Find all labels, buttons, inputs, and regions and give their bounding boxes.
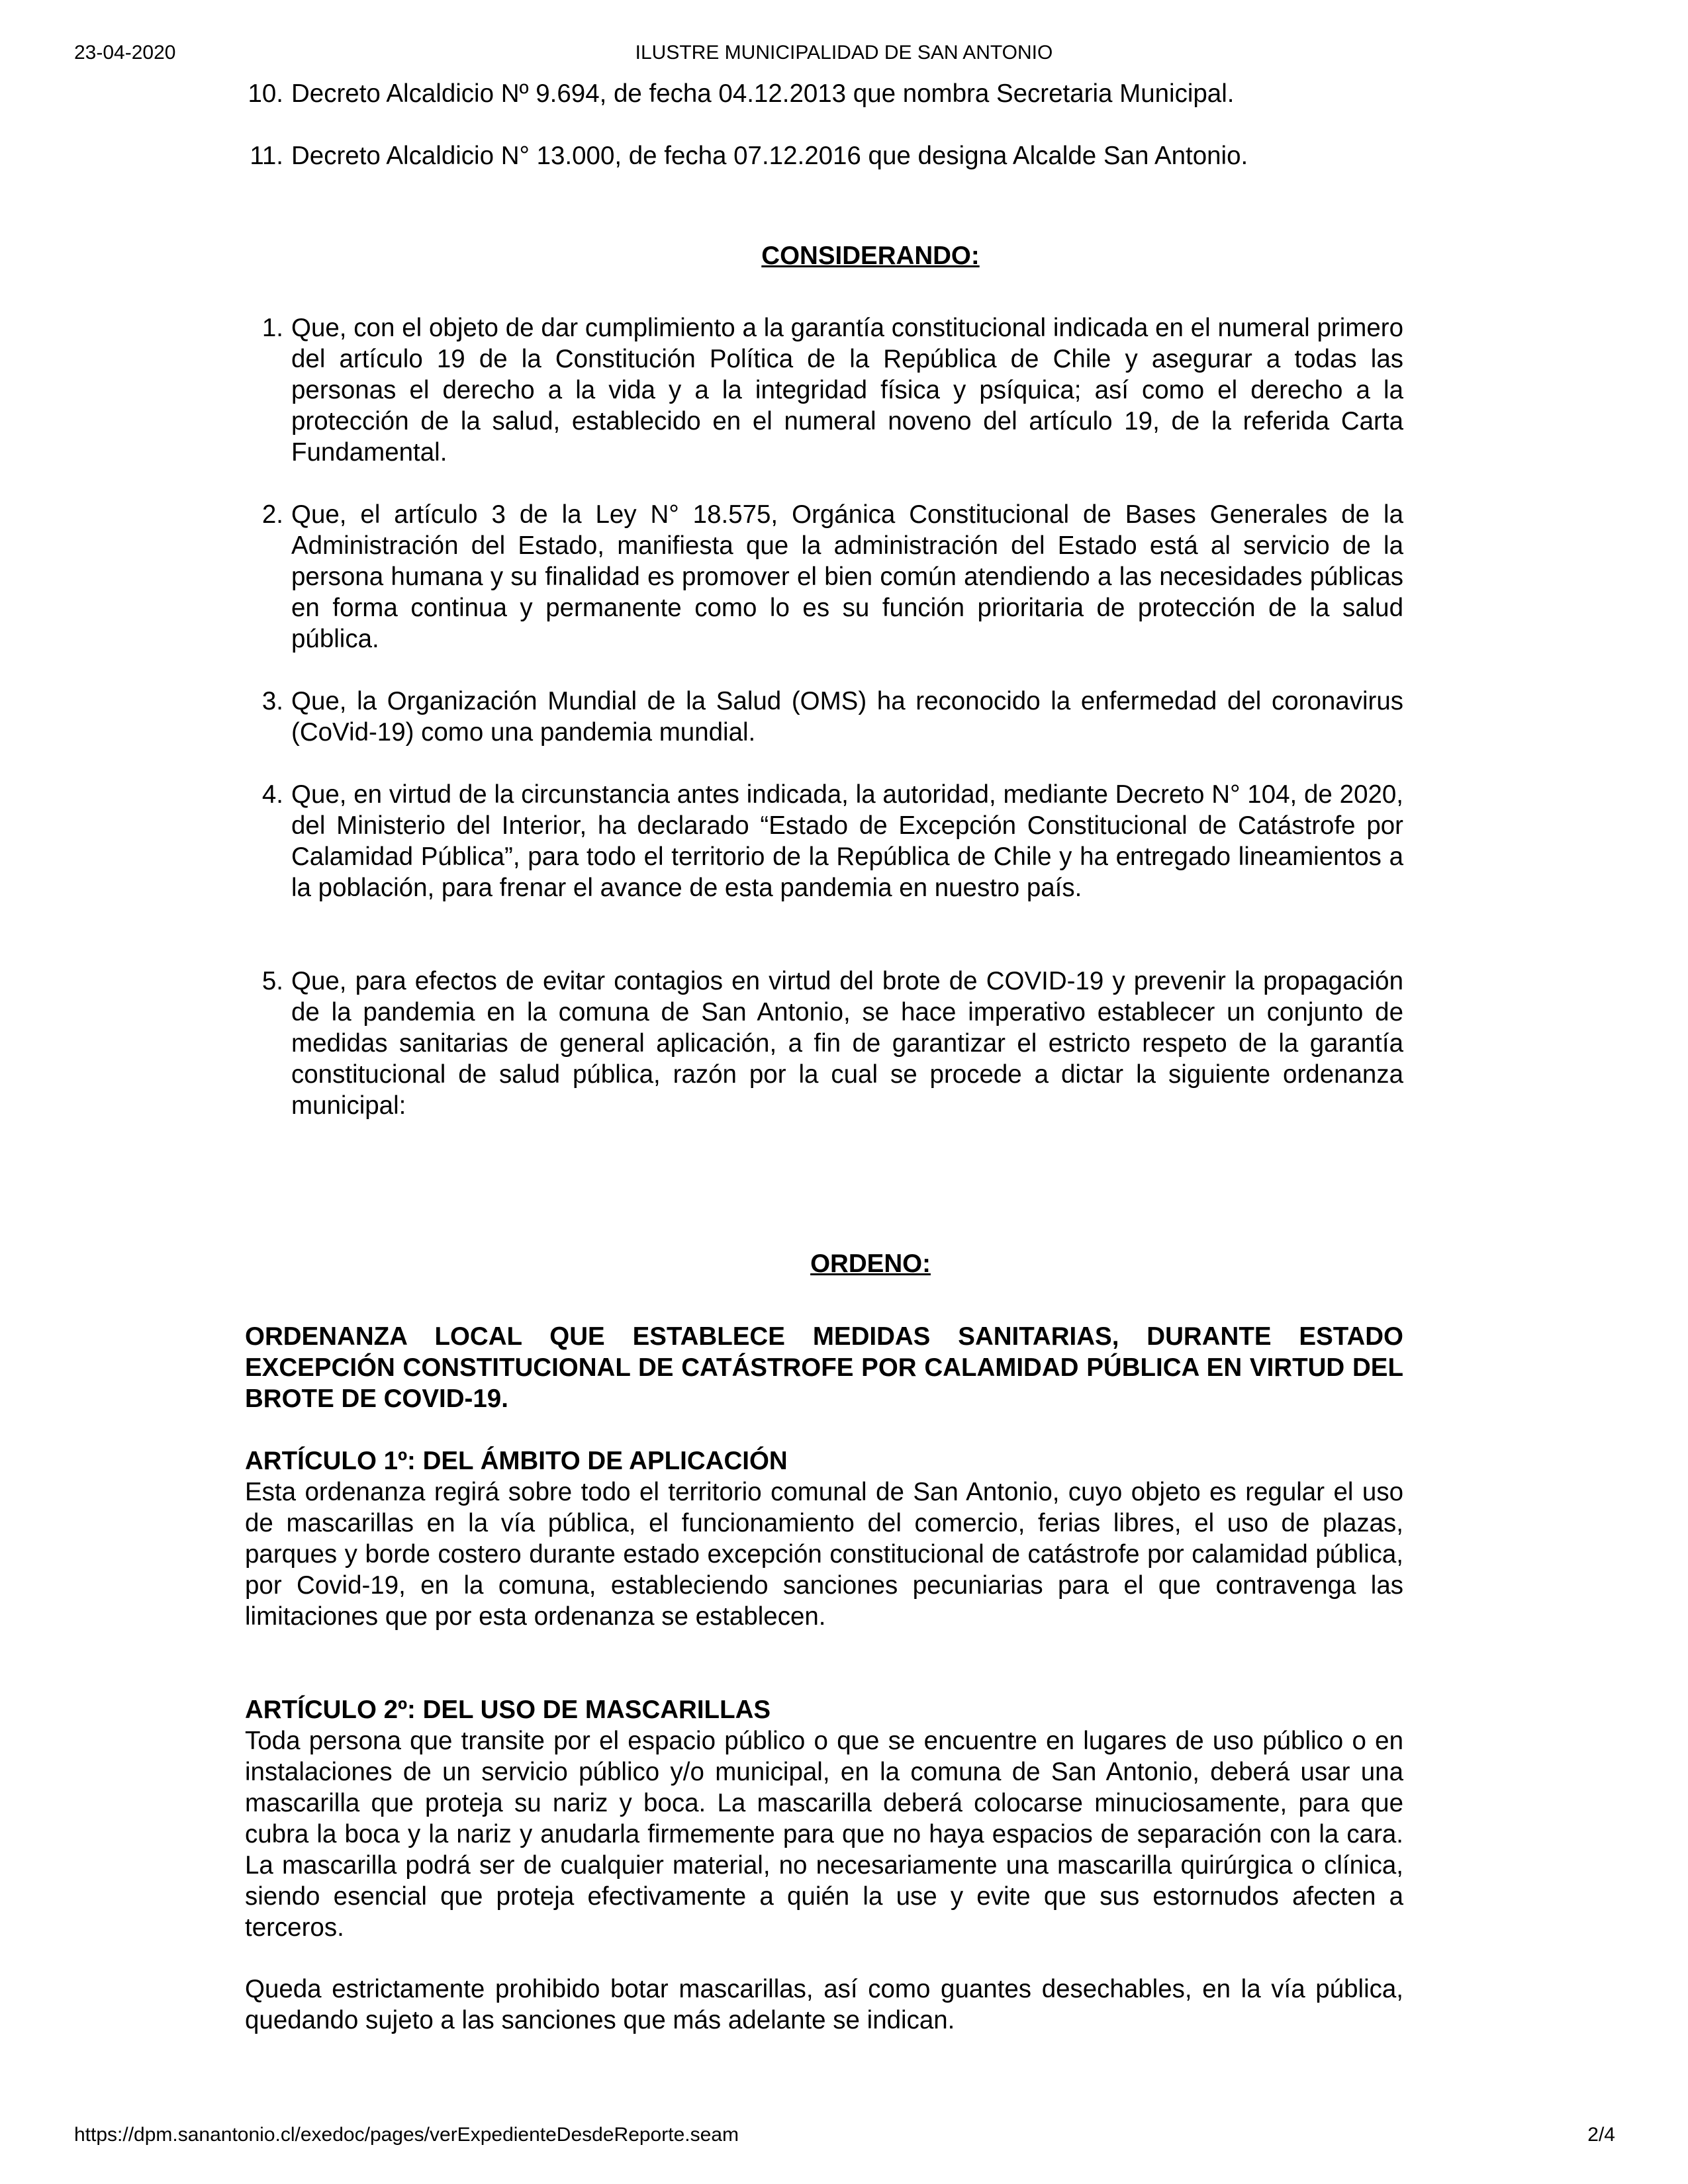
list-text: Que, la Organización Mundial de la Salud (OMS) ha reconocido la enfermedad del coronavirus (CoVid-19) como una pandemia mundial. bbox=[291, 687, 1403, 747]
vistos-item bbox=[248, 78, 1403, 109]
considerando-item bbox=[261, 779, 1403, 903]
list-number: 4. bbox=[261, 780, 283, 809]
list-number: 3. bbox=[261, 687, 283, 715]
list-number: 2. bbox=[261, 500, 283, 529]
footer-url: https://dpm.sanantonio.cl/exedoc/pages/verExpedienteDesdeReporte.seam bbox=[74, 2124, 739, 2146]
list-text: Que, en virtud de la circunstancia antes indicada, la autoridad, mediante Decreto N° 104, de 2020, del Ministerio del Interior, ha declarado “Estado de Excepción Constitucional de Catástrofe por Calamidad Pública”, para todo el territorio de la República de Chile y ha entregado lineamientos a la población, para frenar el avance de esta pandemia en nuestro país. bbox=[291, 780, 1403, 902]
ordeno-heading: ORDENO: bbox=[810, 1250, 931, 1278]
page-header-title: ILUSTRE MUNICIPALIDAD DE SAN ANTONIO bbox=[635, 42, 1053, 64]
considerando-item bbox=[261, 966, 1403, 1121]
article-2-title: ARTÍCULO 2º: DEL USO DE MASCARILLAS bbox=[245, 1696, 771, 1724]
article-2-text-2: Queda estrictamente prohibido botar mascarillas, así como guantes desechables, en la vía pública, quedando sujeto a las sanciones que más adelante se indican. bbox=[245, 1975, 1403, 2034]
vistos-item bbox=[250, 140, 1403, 171]
list-number: 1. bbox=[261, 314, 283, 342]
list-text: Decreto Alcaldicio Nº 9.694, de fecha 04.12.2013 que nombra Secretaria Municipal. bbox=[291, 79, 1235, 108]
considerando-item bbox=[261, 312, 1403, 468]
list-number: 11. bbox=[250, 142, 283, 170]
article-1-text: Esta ordenanza regirá sobre todo el territorio comunal de San Antonio, cuyo objeto es regular el uso de mascarillas en la vía pública, el funcionamiento del comercio, ferias libres, el uso de plazas, parques y borde costero durante estado excepción constitucional de catástrofe por calamidad pública, por Covid-19, en la comuna, estableciendo sanciones pecuniarias para el que contravenga las limitaciones que por esta ordenanza se establecen. bbox=[245, 1478, 1403, 1631]
list-text: Que, el artículo 3 de la Ley N° 18.575, Orgánica Constitucional de Bases Generales de la Administración del Estado, manifiesta que la administración del Estado está al servicio de la persona humana y su finalidad es promover el bien común atendiendo a las necesidades públicas en forma continua y permanente como lo es su función prioritaria de protección de la salud pública. bbox=[291, 500, 1403, 653]
list-text: Decreto Alcaldicio N° 13.000, de fecha 07.12.2016 que designa Alcalde San Antonio. bbox=[291, 142, 1248, 170]
considerando-item bbox=[261, 499, 1403, 655]
list-text: Que, con el objeto de dar cumplimiento a la garantía constitucional indicada en el numeral primero del artículo 19 de la Constitución Política de la República de Chile y asegurar a todas las personas el derecho a la vida y a la integridad física y psíquica; así como el derecho a la protección de la salud, establecido en el numeral noveno del artículo 19, de la referida Carta Fundamental. bbox=[291, 314, 1403, 467]
page-number: 2/4 bbox=[1587, 2124, 1615, 2146]
list-number: 10. bbox=[248, 79, 283, 108]
article-1-title: ARTÍCULO 1º: DEL ÁMBITO DE APLICACIÓN bbox=[245, 1447, 788, 1475]
list-text: Que, para efectos de evitar contagios en virtud del brote de COVID-19 y prevenir la propagación de la pandemia en la comuna de San Antonio, se hace imperativo establecer un conjunto de medidas sanitarias de general aplicación, a fin de garantizar el estricto respeto de la garantía constitucional de salud pública, razón por la cual se procede a dictar la siguiente ordenanza municipal: bbox=[291, 967, 1403, 1120]
print-date: 23-04-2020 bbox=[74, 42, 176, 64]
article-2-text: Toda persona que transite por el espacio público o que se encuentre en lugares de uso público o en instalaciones de un servicio público y/o municipal, en la comuna de San Antonio, deberá usar una mascarilla que proteja su nariz y boca. La mascarilla deberá colocarse minuciosamente, para que cubra la boca y la nariz y anudarla firmemente para que no haya espacios de separación con la cara. La mascarilla podrá ser de cualquier material, no necesariamente una mascarilla quirúrgica o clínica, siendo esencial que proteja efectivamente a quién la use y evite que sus estornudos afecten a terceros. bbox=[245, 1727, 1403, 1942]
considerando-item bbox=[261, 686, 1403, 748]
ordinance-title: ORDENANZA LOCAL QUE ESTABLECE MEDIDAS SANITARIAS, DURANTE ESTADO EXCEPCIÓN CONSTITUCIONAL DE CATÁSTROFE POR CALAMIDAD PÚBLICA EN VIRTUD DEL BROTE DE COVID-19. bbox=[245, 1322, 1403, 1413]
list-number: 5. bbox=[261, 967, 283, 995]
considerando-heading: CONSIDERANDO: bbox=[761, 242, 980, 270]
